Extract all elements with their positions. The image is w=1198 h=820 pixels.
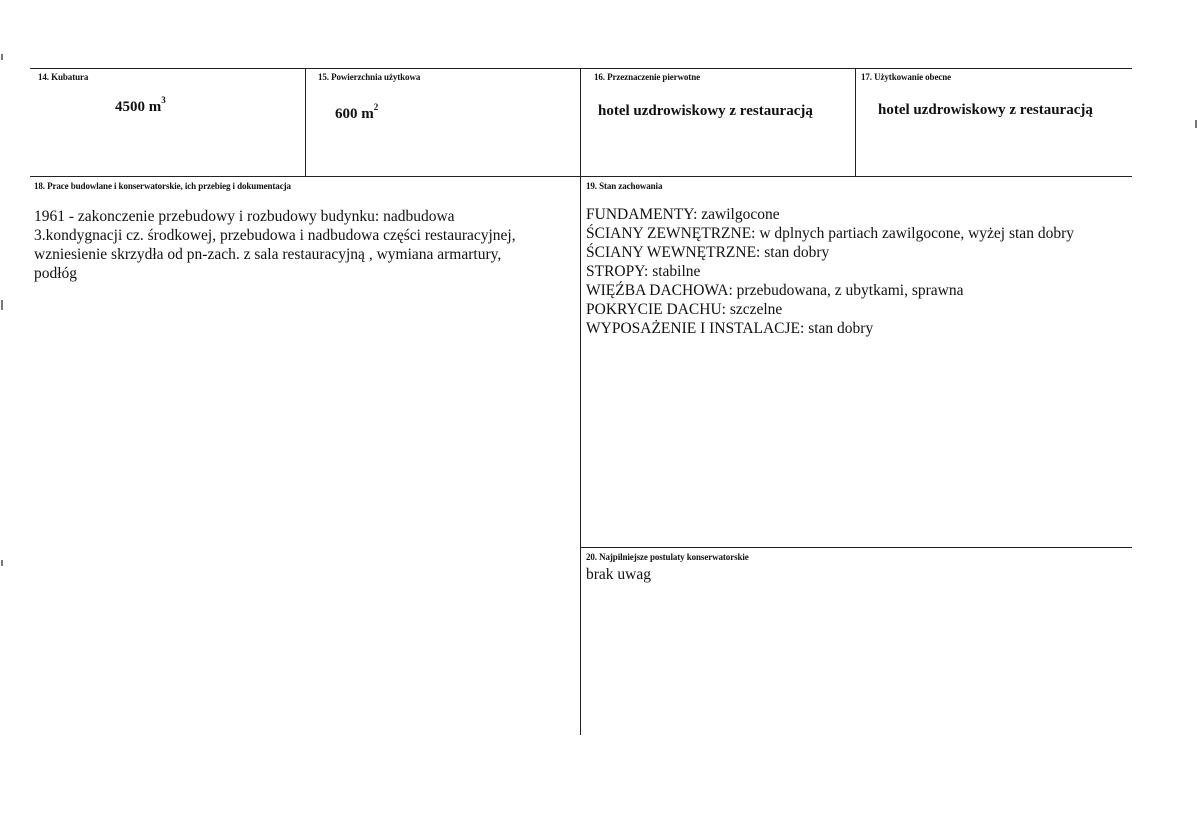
prace-line: podłóg <box>34 265 78 282</box>
col-divider-1 <box>305 68 306 176</box>
field-18-label: 18. Prace budowlane i konserwatorskie, ich przebieg i dokumentacja <box>34 181 291 191</box>
powierzchnia-exponent: 2 <box>373 102 379 112</box>
right-column-divider <box>581 547 1132 548</box>
field-18-text <box>34 207 516 283</box>
field-16-value: hotel uzdrowiskowy z restauracją <box>598 103 813 119</box>
field-17-value: hotel uzdrowiskowy z restauracją <box>878 102 1093 118</box>
scan-edge-mark <box>1 300 3 310</box>
top-border <box>30 68 1132 69</box>
col-divider-3 <box>855 68 856 176</box>
prace-line: 3.kondygnacji cz. środkowej, przebudowa i nadbudowa części restauracyjnej, <box>34 227 516 244</box>
stan-line: POKRYCIE DACHU: szczelne <box>586 301 783 318</box>
field-19-text <box>586 205 1074 338</box>
kubatura-value: 4500 m <box>115 99 162 115</box>
stan-line: WYPOSAŻENIE I INSTALACJE: stan dobry <box>586 320 874 337</box>
col-divider-2 <box>580 68 581 735</box>
powierzchnia-value: 600 m <box>335 106 374 122</box>
field-17-label: 17. Użytkowanie obecne <box>861 72 952 82</box>
field-14-label: 14. Kubatura <box>38 72 89 82</box>
kubatura-exponent: 3 <box>161 95 166 105</box>
stan-line: ŚCIANY WEWNĘTRZNE: stan dobry <box>586 244 830 261</box>
stan-line: STROPY: stabilne <box>586 263 701 280</box>
scan-edge-mark <box>1195 120 1197 128</box>
stan-line: ŚCIANY ZEWNĘTRZNE: w dplnych partiach zawilgocone, wyżej stan dobry <box>586 225 1074 242</box>
stan-line: WIĘŹBA DACHOWA: przebudowana, z ubytkami, sprawna <box>586 282 964 299</box>
prace-line: wzniesienie skrzydła od pn-zach. z sala restauracyjną , wymiana armartury, <box>34 246 502 263</box>
scan-edge-mark <box>1 54 3 60</box>
field-14-value <box>115 97 166 116</box>
field-16-label: 16. Przeznaczenie pierwotne <box>594 72 701 82</box>
stan-line: FUNDAMENTY: zawilgocone <box>586 206 780 223</box>
field-19-label: 19. Stan zachowania <box>586 181 663 191</box>
field-15-value <box>335 104 378 123</box>
row-divider <box>30 176 1132 177</box>
field-20-text: brak uwag <box>586 566 651 583</box>
field-20-label: 20. Najpilniejsze postulaty konserwatorskie <box>586 552 749 562</box>
scan-edge-mark <box>1 560 3 566</box>
prace-line: 1961 - zakonczenie przebudowy i rozbudowy budynku: nadbudowa <box>34 208 455 225</box>
field-15-label: 15. Powierzchnia użytkowa <box>318 72 421 82</box>
